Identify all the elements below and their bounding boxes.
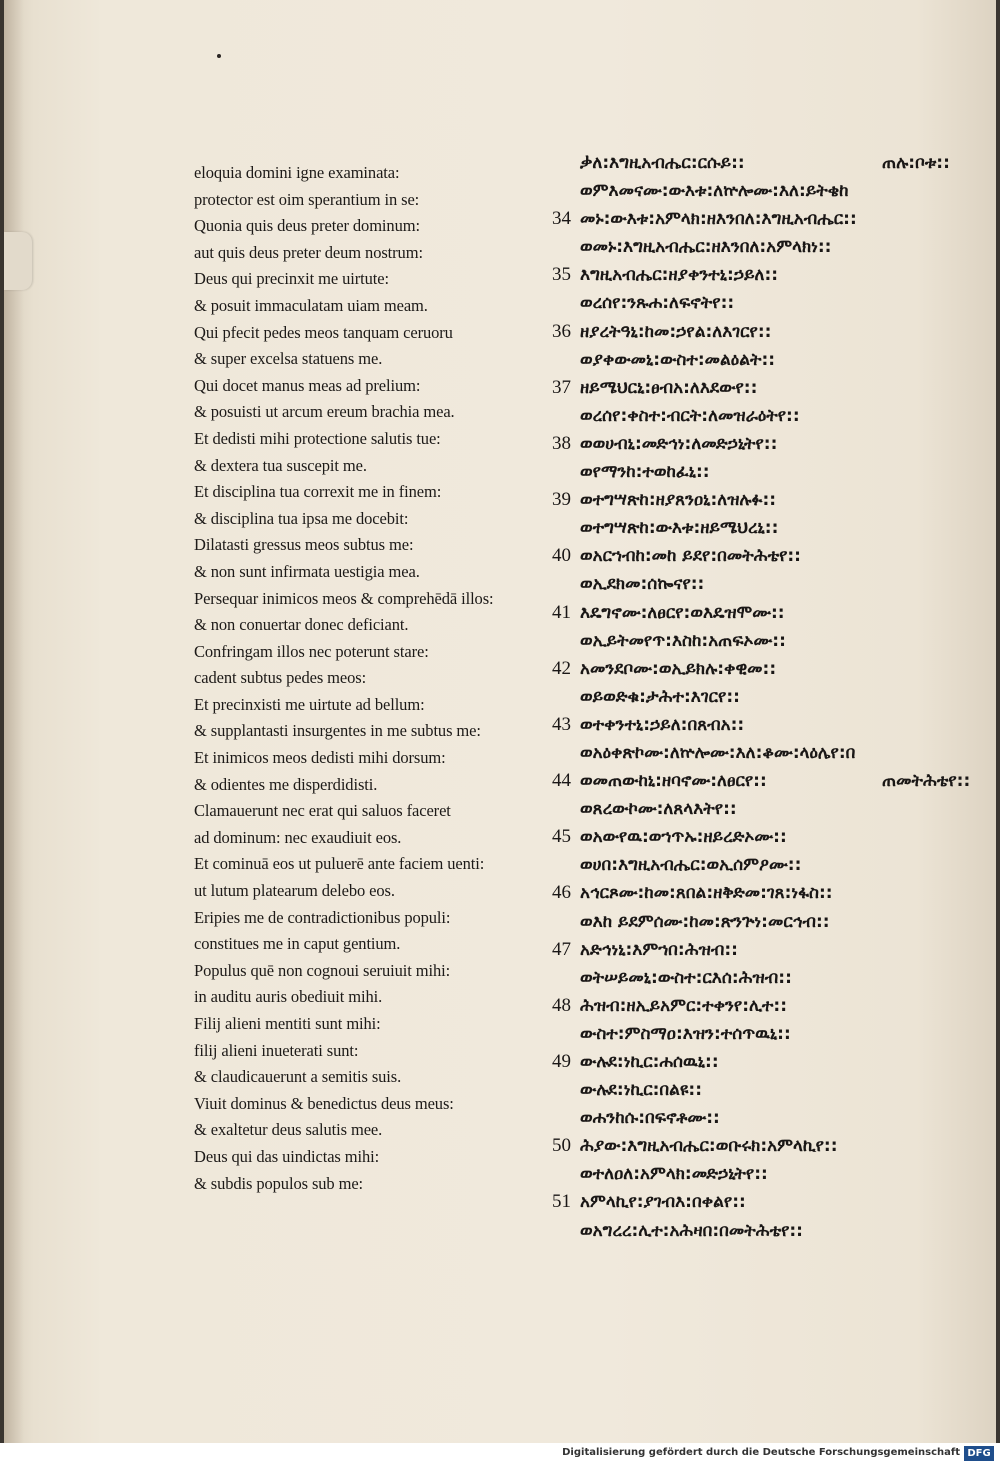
latin-line: in auditu auris obediuit mihi.: [194, 987, 383, 1007]
geez-text: ወእከ ይደምሰሙ:ከመ:ጽንጕነ:መርኅብ::: [580, 911, 830, 932]
geez-line: [552, 1048, 982, 1076]
geez-text: ወአግረረ:ሊተ:አሕዛበ:በመትሕቴየ::: [580, 1220, 803, 1241]
geez-line: [552, 795, 982, 823]
latin-line: & non conuertar donec deficiant.: [194, 615, 409, 635]
geez-text: ወተቀንተኒ:ኃይለ:በጸብአ::: [580, 714, 745, 735]
latin-line: Dilatasti gressus meos subtus me:: [194, 535, 414, 555]
latin-line: Eripies me de contradictionibus populi:: [194, 907, 451, 927]
verse-number: 37: [552, 376, 571, 398]
geez-line: [552, 936, 982, 964]
verse-number: 41: [552, 601, 571, 623]
geez-text: መኑ:ውእቱ:አምላክ:ዘእንበለ:እግዚአብሔር::: [580, 209, 857, 230]
geez-line: [552, 1217, 982, 1245]
latin-line: ad dominum: nec exaudiuit eos.: [194, 827, 402, 847]
geez-text: ወኢይትመየጥ:እስከ:አጠፍኦሙ::: [580, 630, 786, 651]
latin-line: Et precinxisti me uirtute ad bellum:: [194, 694, 425, 714]
latin-line: Et cominuā eos ut puluerē ante faciem uenti:: [194, 854, 485, 874]
geez-line: [552, 1188, 982, 1216]
geez-text: ወአውየዉ:ወኀጥኡ:ዘይረድኦሙ::: [580, 827, 787, 848]
latin-line: Persequar inimicos meos & comprehēdā illos:: [194, 588, 494, 608]
geez-text: እዴግኖሙ:ለፀርየ:ወእዴዝሞሙ::: [580, 602, 785, 623]
geez-text: ወተግሣጽከ:ዘያጸንዐኒ:ለዝሉፉ::: [580, 490, 777, 511]
ink-mark: [217, 54, 221, 58]
verse-number: 40: [552, 545, 571, 567]
geez-text: አምላኪየ:ያገብእ:በቀልየ::: [580, 1192, 746, 1213]
verse-number: 49: [552, 1051, 571, 1072]
geez-text: ውሉደ:ነኪር:በልዩ::: [580, 1080, 703, 1101]
geez-text: ወትሠይመኒ:ውስተ:ርእሰ:ሕዝብ::: [580, 967, 792, 988]
geez-line: [552, 1132, 982, 1160]
latin-line: Clamauerunt nec erat qui saluos faceret: [194, 801, 451, 821]
latin-line: & posuit immaculatam uiam meam.: [194, 295, 428, 315]
verse-number: 51: [552, 1191, 571, 1213]
verse-number: 44: [552, 770, 571, 792]
latin-line: & non sunt infirmata uestigia mea.: [194, 561, 420, 581]
verse-number: 46: [552, 882, 571, 904]
geez-column: [552, 149, 982, 1245]
latin-line: Et disciplina tua correxit me in finem:: [194, 482, 442, 502]
geez-text: ወአርኀብከ:መከ ይደየ:በመትሕቴየ::: [580, 546, 801, 567]
latin-line: Filij alieni mentiti sunt mihi:: [194, 1014, 381, 1033]
latin-line: & subdis populos sub me:: [194, 1173, 364, 1193]
geez-text: አድኅነኒ:እምኀበ:ሕዝብ::: [580, 939, 738, 960]
latin-line: eloquia domini igne examinata:: [194, 163, 400, 182]
latin-line: cadent subtus pedes meos:: [194, 668, 367, 688]
latin-line: Quonia quis deus preter dominum:: [194, 216, 420, 236]
latin-line: constitues me in caput gentium.: [194, 934, 401, 954]
verse-number: 45: [552, 826, 571, 848]
geez-line: [552, 851, 982, 879]
geez-line: [552, 908, 982, 936]
verse-number: 43: [552, 713, 571, 735]
geez-text: ወጸረውኮሙ:ለጸላእትየ::: [580, 799, 737, 820]
verse-number: 39: [552, 489, 571, 511]
geez-line: [552, 655, 982, 683]
geez-text: ወያቀውመኒ:ውስተ:መልዕልት::: [580, 349, 776, 370]
geez-text: ዘያረትዓኒ:ከመ:ኃየል:ለእገርየ::: [580, 321, 772, 342]
latin-line: & supplantasti insurgentes in me subtus me:: [194, 721, 481, 741]
geez-line: [552, 149, 982, 177]
latin-line: Populus quē non cognoui seruiuit mihi:: [194, 960, 451, 980]
latin-line: Deus qui precinxit me uirtute:: [194, 269, 389, 289]
geez-text: ወመኑ:እግዚአብሔር:ዘእንበለ:አምላክነ::: [580, 237, 832, 258]
dfg-logo: DFG: [964, 1446, 994, 1461]
latin-line: & claudicauerunt a semitis suis.: [194, 1067, 402, 1087]
latin-column: [194, 160, 534, 1197]
verse-number: 47: [552, 938, 571, 960]
latin-line: Et inimicos meos dedisti mihi dorsum:: [194, 748, 446, 768]
geez-line: [552, 1076, 982, 1104]
geez-text: ወአዕቀጽኮሙ:ለኵሎሙ:እለ:ቆሙ:ላዕሌየ:በ: [580, 742, 856, 763]
geez-line: [552, 261, 982, 289]
latin-line: Viuit dominus & benedictus deus meus:: [194, 1093, 454, 1113]
geez-line: [552, 599, 982, 627]
geez-line: [552, 289, 982, 317]
geez-text: ውስተ:ምስማዐ:እዝን:ተሰጥዉኒ::: [580, 1023, 791, 1044]
geez-line: [552, 514, 982, 542]
geez-text: ወመጠውከኒ:ዘባኖሙ:ለፀርየ::: [580, 771, 767, 792]
footer-credit: Digitalisierung gefördert durch die Deutsche Forschungsgemeinschaft: [562, 1447, 960, 1458]
verse-number: 35: [552, 264, 571, 286]
latin-line: & super excelsa statuens me.: [194, 349, 383, 369]
latin-line: & exaltetur deus salutis mee.: [194, 1120, 383, 1140]
latin-line: ut lutum platearum delebo eos.: [194, 881, 395, 901]
latin-line: & posuisti ut arcum ereum brachia mea.: [194, 402, 455, 422]
geez-text: ወተግሣጽከ:ውእቱ:ዘይሜህረኒ::: [580, 518, 779, 539]
latin-line: & odientes me disperdidisti.: [194, 774, 378, 794]
latin-line: Qui pfecit pedes meos tanquam ceruoru: [194, 322, 453, 342]
geez-line: [552, 430, 982, 458]
geez-line: [552, 711, 982, 739]
footer-bar: [0, 1443, 1000, 1464]
geez-text: ሕያው:እግዚአብሔር:ወቡሩክ:አምላኪየ::: [580, 1136, 838, 1157]
latin-line: Deus qui das uindictas mihi:: [194, 1146, 380, 1166]
geez-text: ወተለዐለ:አምላክ:መድኃኒትየ::: [580, 1164, 768, 1185]
geez-text: አመንደቦሙ:ወኢይክሉ:ቀዊመ::: [580, 658, 777, 679]
geez-line: [552, 177, 982, 205]
geez-line: [552, 570, 982, 598]
geez-line: [552, 879, 982, 907]
geez-line: [552, 739, 982, 767]
geez-line: [552, 683, 982, 711]
verse-number: 34: [552, 208, 571, 230]
verse-number: 42: [552, 657, 571, 679]
verse-number: 36: [552, 320, 571, 342]
geez-text: ወየማንከ:ተወከፈኒ::: [580, 462, 710, 483]
geez-text: ወምእመናሙ:ውእቱ:ለኵሎሙ:እለ:ይትቄከ: [580, 181, 849, 202]
geez-line: [552, 1160, 982, 1188]
latin-line: Confringam illos nec poterunt stare:: [194, 641, 429, 661]
geez-line: [552, 1104, 982, 1132]
latin-line: aut quis deus preter deum nostrum:: [194, 242, 423, 262]
page-tab: [4, 232, 32, 290]
geez-text: ሕዝብ:ዘኢይአምር:ተቀንየ:ሊተ::: [580, 995, 788, 1016]
geez-text: ወሀበ:እግዚአብሔር:ወኢሰምዖሙ::: [580, 855, 802, 876]
geez-line: [552, 1020, 982, 1048]
latin-line: Et dedisti mihi protectione salutis tue:: [194, 428, 441, 448]
latin-line: filij alieni inueterati sunt:: [194, 1040, 359, 1060]
verse-number: 48: [552, 994, 571, 1016]
latin-line: & disciplina tua ipsa me docebit:: [194, 508, 409, 528]
verse-number: 38: [552, 432, 571, 454]
geez-aside: ጠሉ:ቦቱ::: [882, 153, 950, 173]
geez-text: ወረሰየ:ቀስተ:ብርት:ለመዝራዕትየ::: [580, 405, 800, 426]
geez-line: [552, 346, 982, 374]
latin-line: & dextera tua suscepit me.: [194, 455, 367, 475]
geez-line: [552, 627, 982, 655]
geez-line: [552, 318, 982, 346]
geez-text: ዘይሜህርኒ:ፀብአ:ለእደውየ::: [580, 377, 758, 398]
geez-line: [552, 823, 982, 851]
geez-line: [552, 767, 982, 795]
geez-line: [552, 402, 982, 430]
geez-aside: ጠመትሕቴየ::: [882, 771, 971, 792]
latin-line: protector est oim sperantium in se:: [194, 189, 420, 209]
geez-text: እግዚአብሔር:ዘያቀንተኒ:ኃይለ::: [580, 265, 779, 286]
geez-line: [552, 992, 982, 1020]
geez-text: ውሉደ:ነኪር:ሐሰዉኒ::: [580, 1052, 719, 1072]
geez-line: [552, 542, 982, 570]
geez-text: ወይወድቁ:ታሕተ:እገርየ::: [580, 686, 740, 707]
geez-line: [552, 205, 982, 233]
geez-line: [552, 458, 982, 486]
verse-number: 50: [552, 1135, 571, 1157]
book-page: [4, 0, 996, 1443]
geez-line: [552, 374, 982, 402]
geez-line: [552, 233, 982, 261]
geez-text: ወረሰየ:ንጹሐ:ለፍኖትየ::: [580, 293, 735, 314]
geez-text: ወሐንከሱ:በፍኖቶሙ::: [580, 1108, 720, 1129]
geez-line: [552, 964, 982, 992]
geez-text: ቃለ:እግዚአብሔር:ርሱይ::: [580, 153, 745, 173]
latin-line: Qui docet manus meas ad prelium:: [194, 375, 421, 395]
geez-text: ወኢደክመ:ሰኰናየ::: [580, 574, 705, 595]
geez-line: [552, 486, 982, 514]
geez-text: አኅርጾሙ:ከመ:ጸበል:ዘቅድመ:ገጸ:ነፋስ::: [580, 883, 833, 904]
geez-text: ወወሀብኒ:መድኅነ:ለመድኃኒትየ::: [580, 433, 778, 454]
